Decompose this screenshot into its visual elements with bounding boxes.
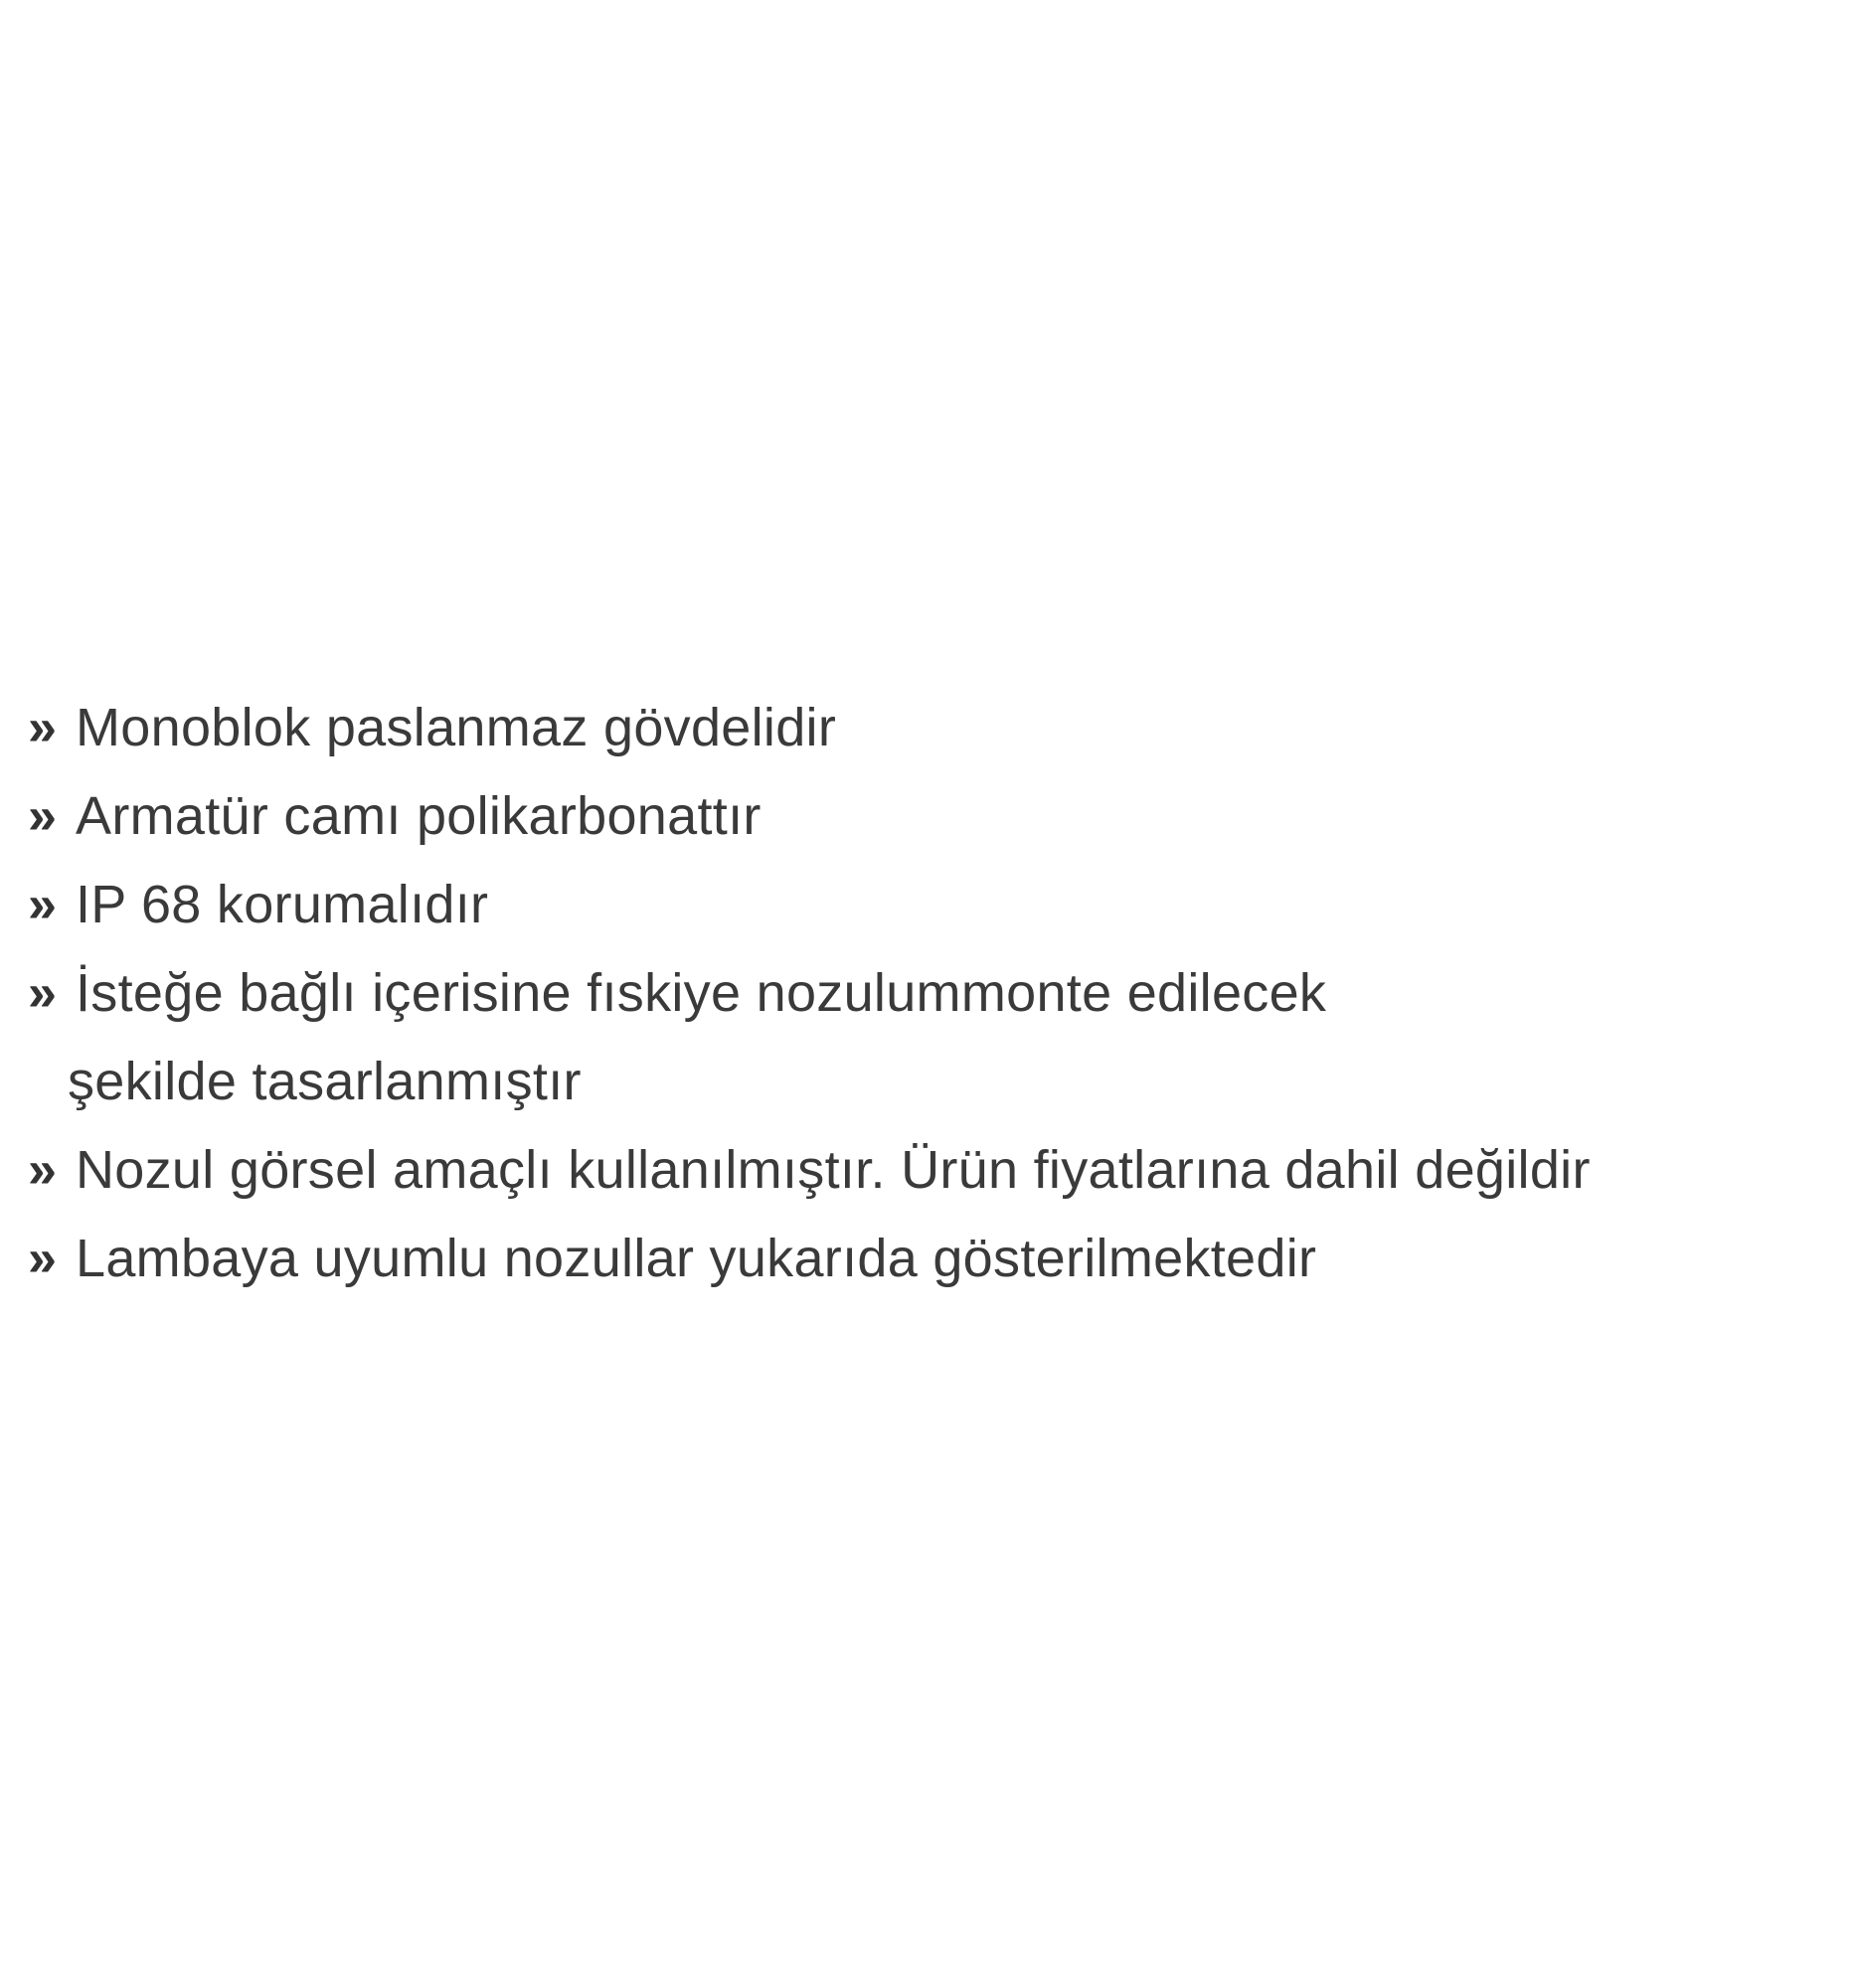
feature-text: İsteğe bağlı içerisine fıskiye nozulummonte edilecek <box>76 963 1327 1023</box>
bullet-marker-icon: » <box>28 699 57 756</box>
bullet-marker-icon: » <box>28 1230 57 1287</box>
feature-text: Lambaya uyumlu nozullar yukarıda gösterilmektedir <box>76 1229 1317 1288</box>
bullet-marker-icon: » <box>28 1141 57 1199</box>
bullet-marker-icon: » <box>28 876 57 933</box>
feature-text: Armatür camı polikarbonattır <box>76 786 762 846</box>
feature-text: IP 68 korumalıdır <box>76 875 489 934</box>
feature-item <box>28 684 1847 772</box>
feature-text-continuation: şekilde tasarlanmıştır <box>68 1052 582 1111</box>
feature-text: Monoblok paslanmaz gövdelidir <box>76 698 837 757</box>
feature-item <box>28 949 1847 1126</box>
bullet-marker-icon: » <box>28 787 57 845</box>
bullet-marker-icon: » <box>28 964 57 1022</box>
feature-item <box>28 1215 1847 1303</box>
feature-list <box>28 684 1847 1303</box>
feature-text: Nozul görsel amaçlı kullanılmıştır. Ürün fiyatlarına dahil değildir <box>76 1140 1591 1200</box>
feature-item <box>28 861 1847 949</box>
feature-item <box>28 772 1847 861</box>
feature-item <box>28 1126 1847 1215</box>
